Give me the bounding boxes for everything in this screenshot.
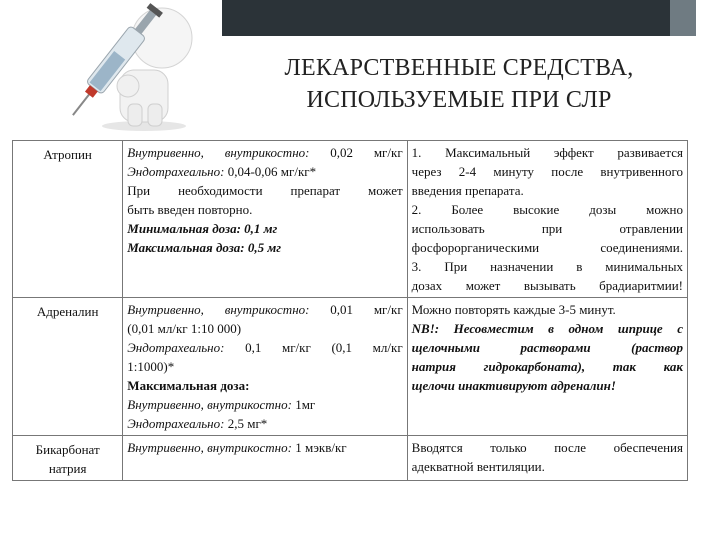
dose-value: 0,02 мг/кг [309,145,403,160]
effect-text: 2. Более высокие дозы можно [411,202,683,217]
administration-cell [123,436,407,481]
effect-cell [407,298,687,436]
drug-name: Атропин [43,147,92,162]
admin-text: При необходимости препарат может [127,183,403,198]
max-dose: Максимальная доза: [127,378,250,393]
effect-text: через 2-4 минуту после внутривенного [411,164,683,179]
doctor-syringe-illustration [46,0,196,132]
administration-cell [123,141,407,298]
dose-value: 0,1 мг/кг (0,1 мл/кг [224,340,403,355]
admin-text: (0,01 мл/кг 1:10 000) [127,321,242,336]
drug-name-cell [13,298,123,436]
drug-name: натрия [48,461,87,476]
table-row [13,298,688,436]
drug-name: Адреналин [36,304,99,319]
drug-name: Бикарбонат [35,442,100,457]
effect-text: введения препарата. [411,183,524,198]
effect-text: адекватной вентиляции. [411,459,545,474]
effect-text: 1. Максимальный эффект развивается [411,145,683,160]
effect-text: 3. При назначении в минимальных [411,259,683,274]
administration-cell [123,298,407,436]
effect-text: дозах может вызывать брадиаритмии! [411,278,683,293]
route-label: Внутривенно, внутрикостно: [127,145,310,160]
route-label: Внутривенно, внутрикостно: [127,302,310,317]
route-label: Внутривенно, внутрикостно: [127,440,292,455]
dose-value: 1 мэкв/кг [291,440,347,455]
warning-text: NB!: Несовместим в одном шприце с [411,321,683,336]
drug-name-cell [13,436,123,481]
dose-value: 2,5 мг* [224,416,268,431]
warning-text: натрия гидрокарбоната), так как [411,359,683,374]
route-label: Эндотрахеально: [127,340,225,355]
title-bar-accent [670,0,696,36]
table-row [13,436,688,481]
table-row [13,141,688,298]
dose-value: 0,01 мг/кг [309,302,403,317]
route-label: Эндотрахеально: [127,416,225,431]
effect-text: Вводятся только после обеспечения [411,440,683,455]
admin-text: быть введен повторно. [127,202,253,217]
warning-text: щелочными растворами (раствор [411,340,683,355]
effect-text: использовать при отравлении [411,221,683,236]
title-bar [222,0,696,36]
effect-cell [407,141,687,298]
dose-value: 1мг [291,397,316,412]
page-title [222,52,696,116]
effect-text: фосфорорганическими соединениями. [411,240,683,255]
title-line-1: ЛЕКАРСТВЕННЫЕ СРЕДСТВА, [284,55,634,81]
min-dose: Минимальная доза: 0,1 мг [127,221,278,236]
route-label: Эндотрахеально: [127,164,225,179]
drug-name-cell [13,141,123,298]
route-label: Внутривенно, внутрикостно: [127,397,292,412]
drug-table [12,140,688,481]
dose-value: 0,04-0,06 мг/кг* [224,164,317,179]
max-dose: Максимальная доза: 0,5 мг [127,240,282,255]
title-line-2: ИСПОЛЬЗУЕМЫЕ ПРИ СЛР [306,87,612,113]
warning-text: щелочи инактивируют адреналин! [411,378,616,393]
effect-cell [407,436,687,481]
effect-text: Можно повторять каждые 3-5 минут. [411,302,616,317]
admin-text: 1:1000)* [127,359,175,374]
